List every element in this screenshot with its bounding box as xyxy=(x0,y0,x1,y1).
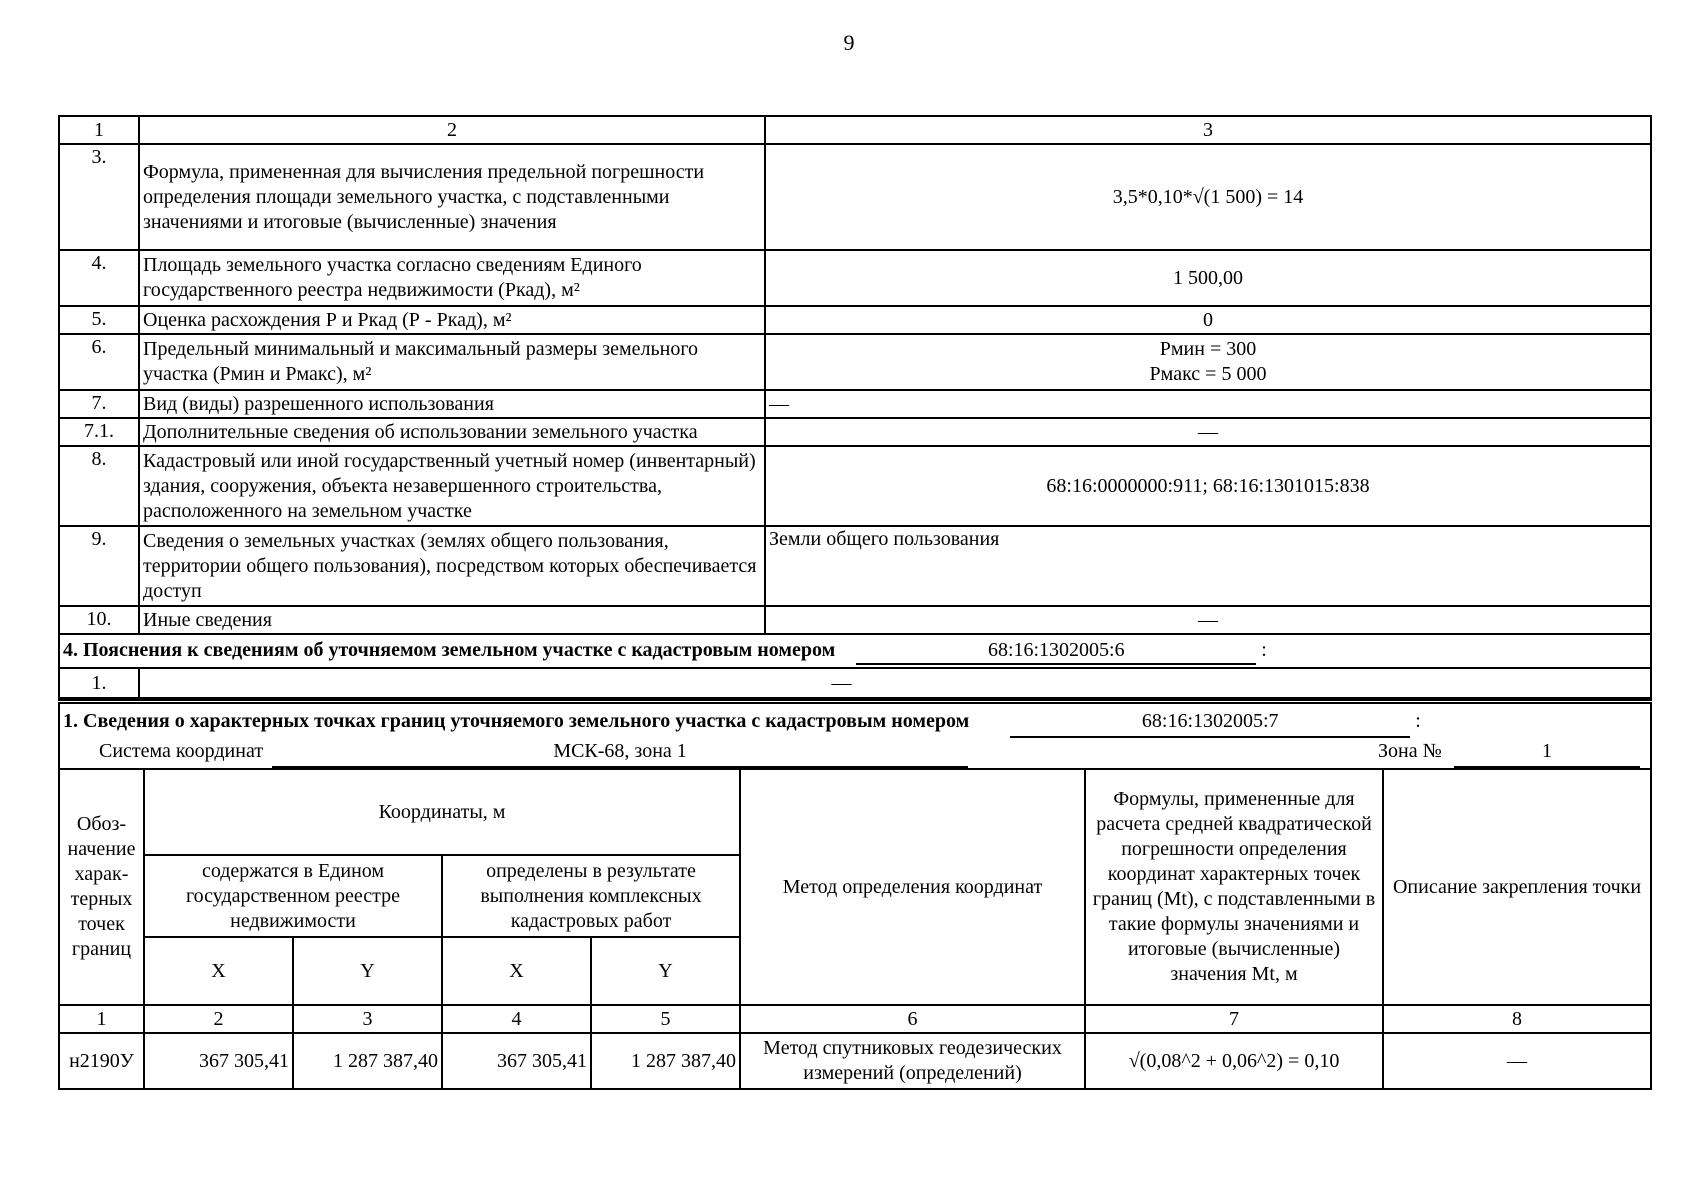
formula-header: Формулы, примененные для расчета средней квадратической погрешности определения координат характерных точек границ (Mt), с подставленными в такие формулы значениями и итоговые (вычисленные) значения Mt, м xyxy=(1085,769,1383,1005)
x-header: X xyxy=(442,937,591,1005)
min-size: Рмин = 300 xyxy=(1159,338,1257,360)
area-info-table xyxy=(58,115,1652,699)
row-label: Дополнительные сведения об использовании земельного участка xyxy=(139,418,765,446)
document-table xyxy=(58,115,1650,1090)
row-value: 1 500,00 xyxy=(765,250,1651,306)
header-cell: 3 xyxy=(765,116,1651,144)
max-size: Рмакс = 5 000 xyxy=(1149,363,1267,385)
section1-header xyxy=(59,702,1651,770)
row-number: 7. xyxy=(59,390,139,418)
row-number: 1. xyxy=(59,668,139,698)
y-header: Y xyxy=(591,937,740,1005)
row-value: Земли общего пользования xyxy=(765,526,1651,606)
point-y-determined: 1 287 387,40 xyxy=(591,1033,740,1089)
column-number: 2 xyxy=(144,1005,293,1033)
section4-title: 4. Пояснения к сведениям об уточняемом земельном участке с кадастровым номером xyxy=(63,638,836,661)
zone-label: Зона № xyxy=(1378,740,1442,762)
row-value: — xyxy=(139,668,1651,698)
row-label: Иные сведения xyxy=(139,606,765,634)
determined-header: определены в результате выполнения комплексных кадастровых работ xyxy=(442,855,740,937)
row-value: 68:16:0000000:911; 68:16:1301015:838 xyxy=(765,446,1651,526)
table-row xyxy=(59,418,1651,446)
header-cell: 1 xyxy=(59,116,139,144)
column-number: 4 xyxy=(442,1005,591,1033)
section4-header xyxy=(59,634,1651,668)
section1-colon: : xyxy=(1415,710,1421,732)
coord-system-label: Система координат xyxy=(99,740,264,762)
section4-title-cell xyxy=(59,634,1651,668)
row-value: — xyxy=(765,418,1651,446)
method-header: Метод определения координат xyxy=(740,769,1085,1005)
row-value: 0 xyxy=(765,306,1651,334)
column-number: 6 xyxy=(740,1005,1085,1033)
y-header: Y xyxy=(293,937,442,1005)
column-number: 8 xyxy=(1383,1005,1651,1033)
section1-title: 1. Сведения о характерных точках границ уточняемого земельного участка с кадастровым номером xyxy=(63,710,970,732)
row-value: — xyxy=(765,606,1651,634)
section1-title-cell xyxy=(59,702,1651,770)
table-header-row xyxy=(59,116,1651,144)
section1-cadastral: 68:16:1302005:7 xyxy=(1010,706,1410,738)
table-row xyxy=(59,306,1651,334)
row-label: Формула, примененная для вычисления предельной погрешности определения площади земельного участка, с подставленными значениями и итоговые (вычисленные) значения xyxy=(139,144,765,250)
point-x-determined: 367 305,41 xyxy=(442,1033,591,1089)
points-table xyxy=(58,699,1652,1090)
section4-cadastral: 68:16:1302005:6 xyxy=(856,638,1256,665)
table-row xyxy=(59,526,1651,606)
point-y-egrn: 1 287 387,40 xyxy=(293,1033,442,1089)
row-label: Сведения о земельных участках (землях общего пользования, территории общего пользования), посредством которых обеспечивается доступ xyxy=(139,526,765,606)
row-value: 3,5*0,10*√(1 500) = 14 xyxy=(765,144,1651,250)
points-header-row-1 xyxy=(59,769,1651,855)
header-cell: 2 xyxy=(139,116,765,144)
row-label: Оценка расхождения Р и Ркад (Р - Ркад), м² xyxy=(139,306,765,334)
column-number: 7 xyxy=(1085,1005,1383,1033)
designation-header: Обоз- начение харак- терных точек границ xyxy=(59,769,144,1005)
page-number: 9 xyxy=(843,30,855,55)
row-label: Вид (виды) разрешенного использования xyxy=(139,390,765,418)
coords-header: Координаты, м xyxy=(144,769,740,855)
row-label: Предельный минимальный и максимальный размеры земельного участка (Рмин и Рмакс), м² xyxy=(139,334,765,390)
row-value xyxy=(765,334,1651,390)
row-number: 9. xyxy=(59,526,139,606)
zone-value: 1 xyxy=(1454,736,1640,768)
row-number: 4. xyxy=(59,250,139,306)
column-number: 1 xyxy=(59,1005,144,1033)
row-value: — xyxy=(765,390,1651,418)
row-number: 8. xyxy=(59,446,139,526)
column-numbers-row xyxy=(59,1005,1651,1033)
point-x-egrn: 367 305,41 xyxy=(144,1033,293,1089)
row-label: Кадастровый или иной государственный учетный номер (инвентарный) здания, сооружения, объекта незавершенного строительства, расположенного на земельном участке xyxy=(139,446,765,526)
row-number: 7.1. xyxy=(59,418,139,446)
row-number: 6. xyxy=(59,334,139,390)
column-number: 5 xyxy=(591,1005,740,1033)
column-number: 3 xyxy=(293,1005,442,1033)
point-designation: н2190У xyxy=(59,1033,144,1089)
table-row xyxy=(59,668,1651,698)
table-row xyxy=(59,250,1651,306)
point-data-row xyxy=(59,1033,1651,1089)
x-header: X xyxy=(144,937,293,1005)
point-description: — xyxy=(1383,1033,1651,1089)
point-formula: √(0,08^2 + 0,06^2) = 0,10 xyxy=(1085,1033,1383,1089)
row-number: 3. xyxy=(59,144,139,250)
description-header: Описание закрепления точки xyxy=(1383,769,1651,1005)
table-row xyxy=(59,390,1651,418)
section4-colon: : xyxy=(1261,638,1267,661)
coord-system-value: МСК-68, зона 1 xyxy=(272,736,968,768)
egrn-header: содержатся в Едином государственном реестре недвижимости xyxy=(144,855,442,937)
row-number: 10. xyxy=(59,606,139,634)
table-row xyxy=(59,446,1651,526)
row-number: 5. xyxy=(59,306,139,334)
table-row xyxy=(59,606,1651,634)
point-method: Метод спутниковых геодезических измерений (определений) xyxy=(740,1033,1085,1089)
table-row xyxy=(59,144,1651,250)
row-label: Площадь земельного участка согласно сведениям Единого государственного реестра недвижимости (Ркад), м² xyxy=(139,250,765,306)
table-row xyxy=(59,334,1651,390)
